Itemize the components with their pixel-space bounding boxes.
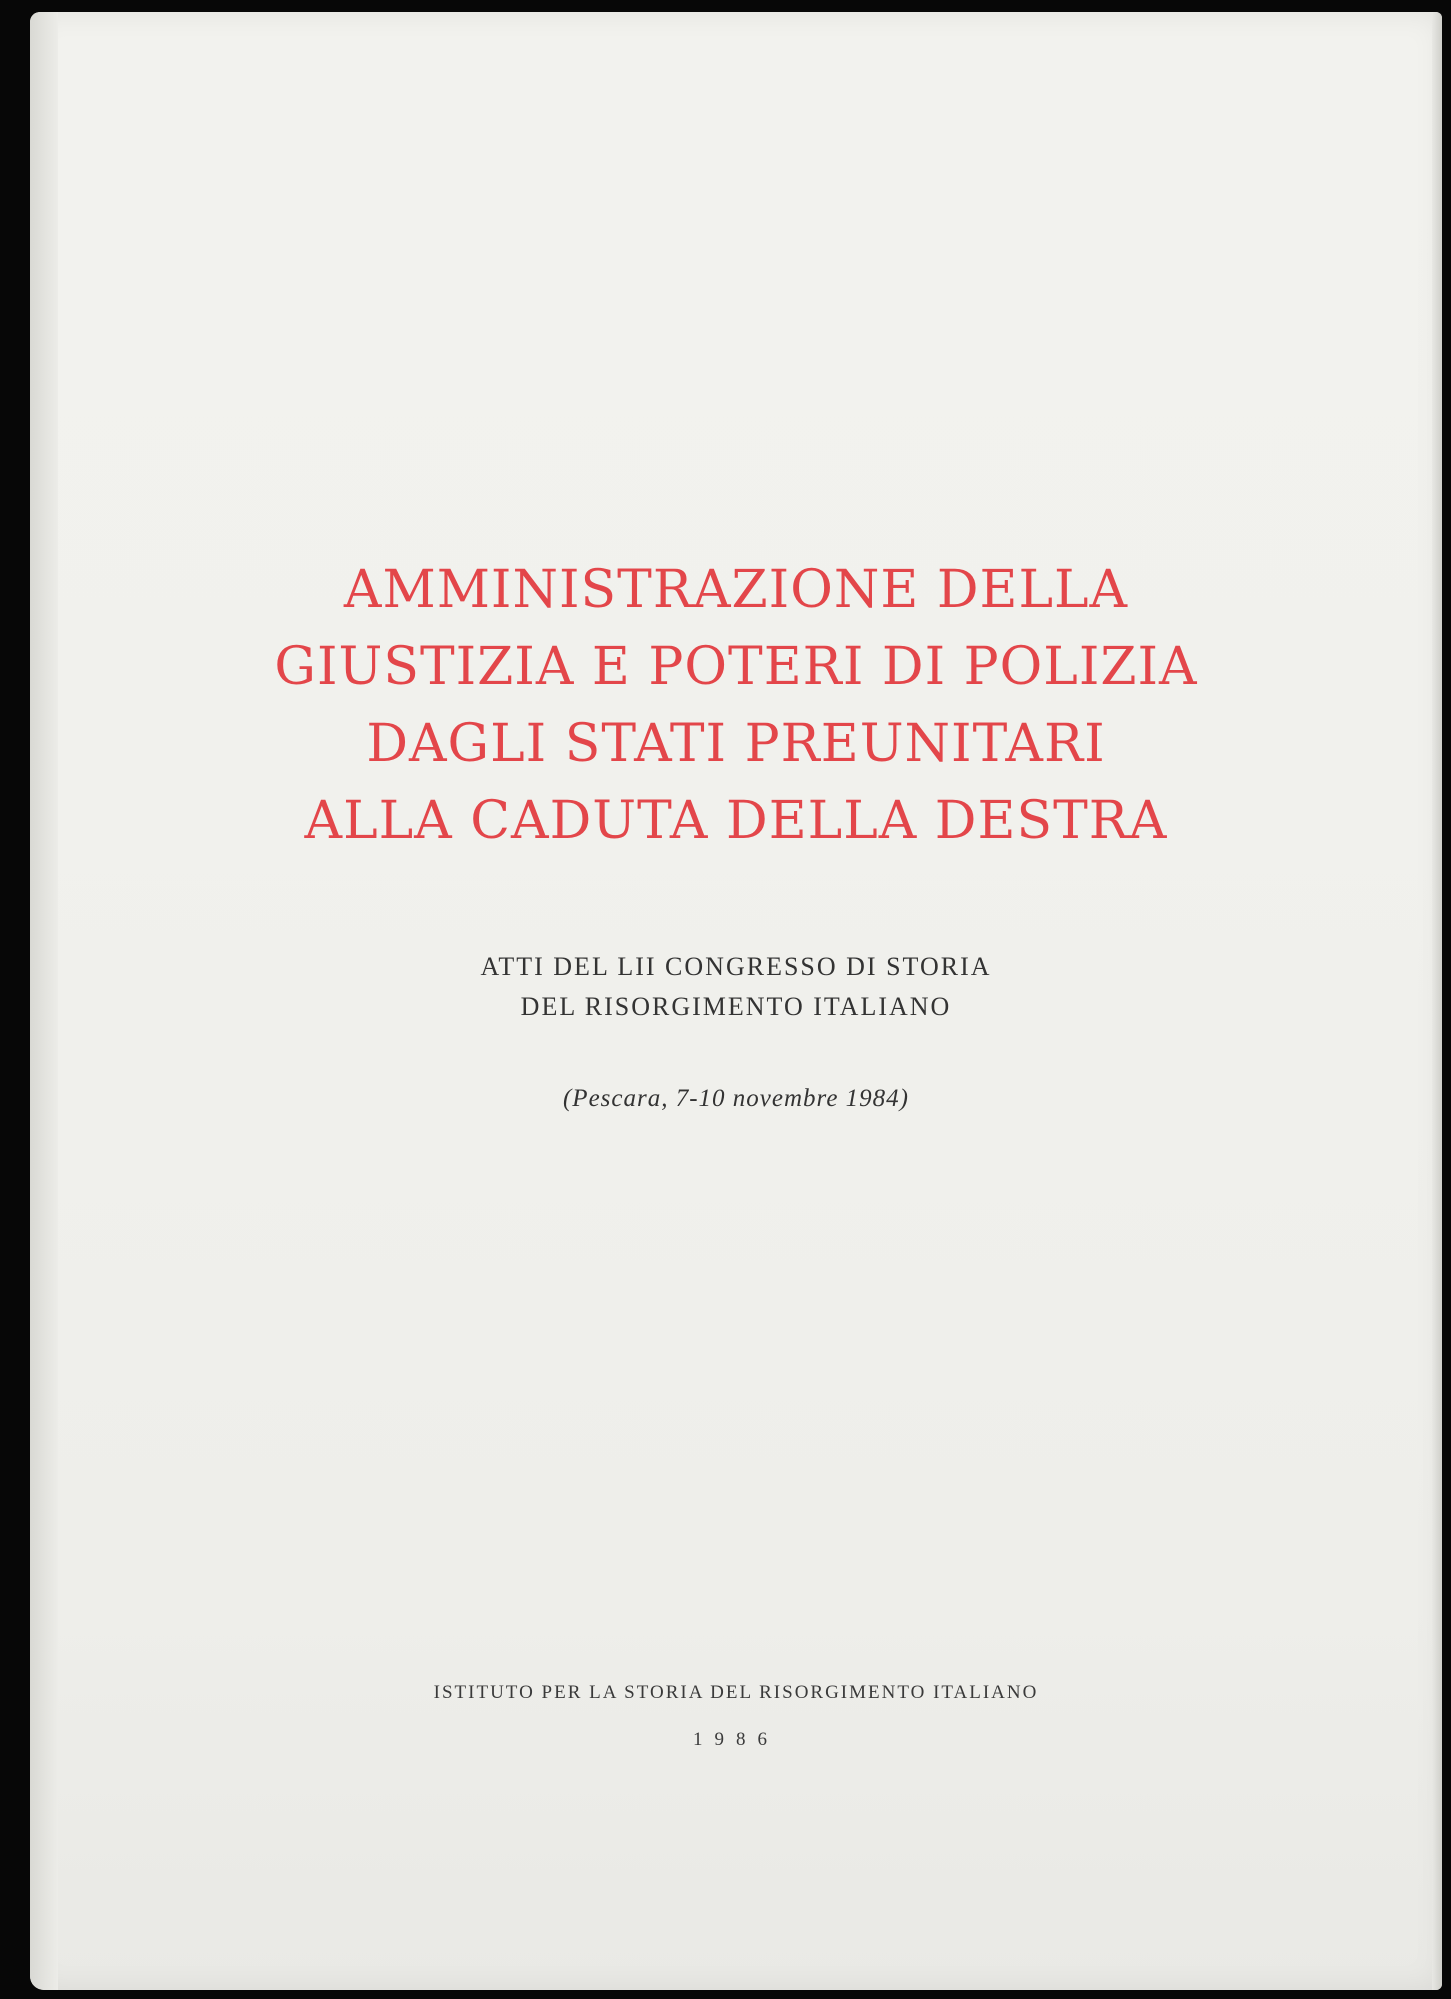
publisher-name: ISTITUTO PER LA STORIA DEL RISORGIMENTO ITALIANO <box>433 1682 1039 1703</box>
book-subtitle <box>30 947 1442 1027</box>
congress-dates: (Pescara, 7-10 novembre 1984) <box>562 1085 910 1112</box>
subtitle-line-1: ATTI DEL LII CONGRESSO DI STORIA <box>480 952 992 981</box>
book-title <box>30 552 1442 860</box>
title-line-4: ALLA CADUTA DELLA DESTRA <box>304 791 1168 851</box>
book-cover <box>30 12 1442 1990</box>
title-line-3: DAGLI STATI PREUNITARI <box>366 714 1106 774</box>
title-line-1: AMMINISTRAZIONE DELLA <box>343 560 1129 620</box>
publication-year: 1986 <box>693 1729 779 1750</box>
title-line-2: GIUSTIZIA E POTERI DI POLIZIA <box>274 637 1198 697</box>
subtitle-line-2: DEL RISORGIMENTO ITALIANO <box>520 992 952 1021</box>
